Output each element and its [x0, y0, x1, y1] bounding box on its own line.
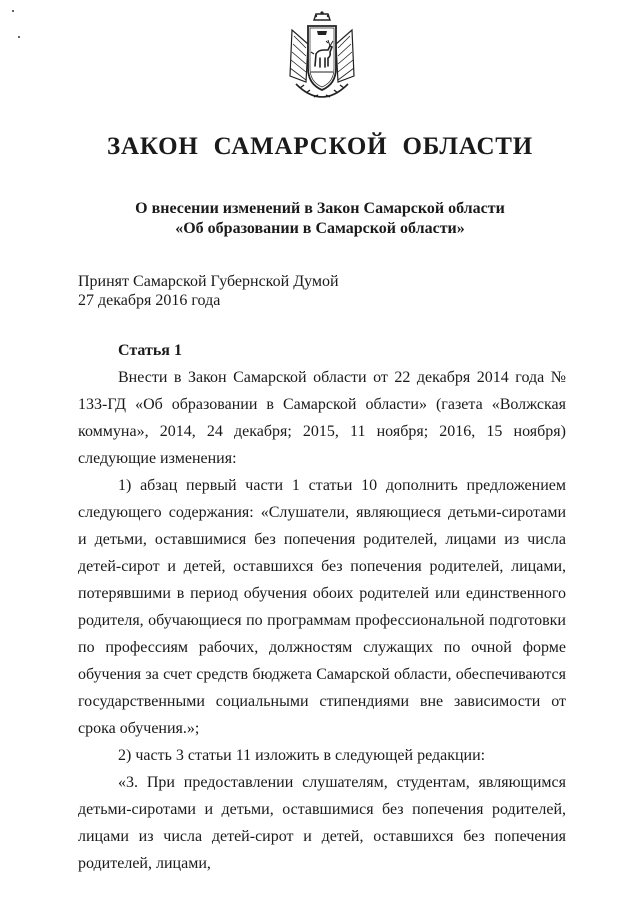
paragraph: 2) часть 3 статьи 11 изложить в следующей редакции: — [118, 747, 486, 764]
paragraph: «3. При предоставлении слушателям, студентам, являющимся детьми-сиротами и детьми, оставшимися без попечения родителей, лицами из числа детей-сирот и детей, оставшихся без попечения родителей, лицами, — [78, 774, 566, 872]
paragraph: 1) абзац первый части 1 статьи 10 дополнить предложением следующего содержания: «Слушатели, являющиеся детьми-сиротами и детьми, оставшимися без попечения родителей, лицами из числа детей-сирот и детей, оставшихся без попечения родителей, лицами, потерявшими в период обучения обоих родителей или единственного родителя, обучающиеся по программам профессиональной подготовки по профессиям рабочих, должностям служащих по очной форме обучения за счет средств бюджета Самарской области, обеспечиваются государственными социальными стипендиями вне зависимости от срока обучения.»; — [78, 477, 566, 737]
adoption-date: 27 декабря 2016 года — [78, 292, 221, 309]
scan-specks — [8, 6, 28, 46]
adoption-note — [78, 272, 339, 310]
article-heading: Статья 1 — [118, 342, 182, 359]
samara-coat-of-arms-icon — [280, 10, 364, 110]
page-title: ЗАКОН САМАРСКОЙ ОБЛАСТИ — [106, 133, 534, 160]
subtitle-line-1: О внесении изменений в Закон Самарской области — [135, 200, 505, 217]
adoption-line-1: Принят Самарской Губернской Думой — [78, 273, 339, 290]
article-body — [78, 364, 566, 877]
subtitle-line-2: «Об образовании в Самарской области» — [175, 220, 465, 237]
paragraph: Внести в Закон Самарской области от 22 декабря 2014 года № 133-ГД «Об образовании в Самарской области» (газета «Волжская коммуна», 2014, 24 декабря; 2015, 11 ноября; 2016, 15 ноября) следующие изменения: — [78, 369, 566, 467]
